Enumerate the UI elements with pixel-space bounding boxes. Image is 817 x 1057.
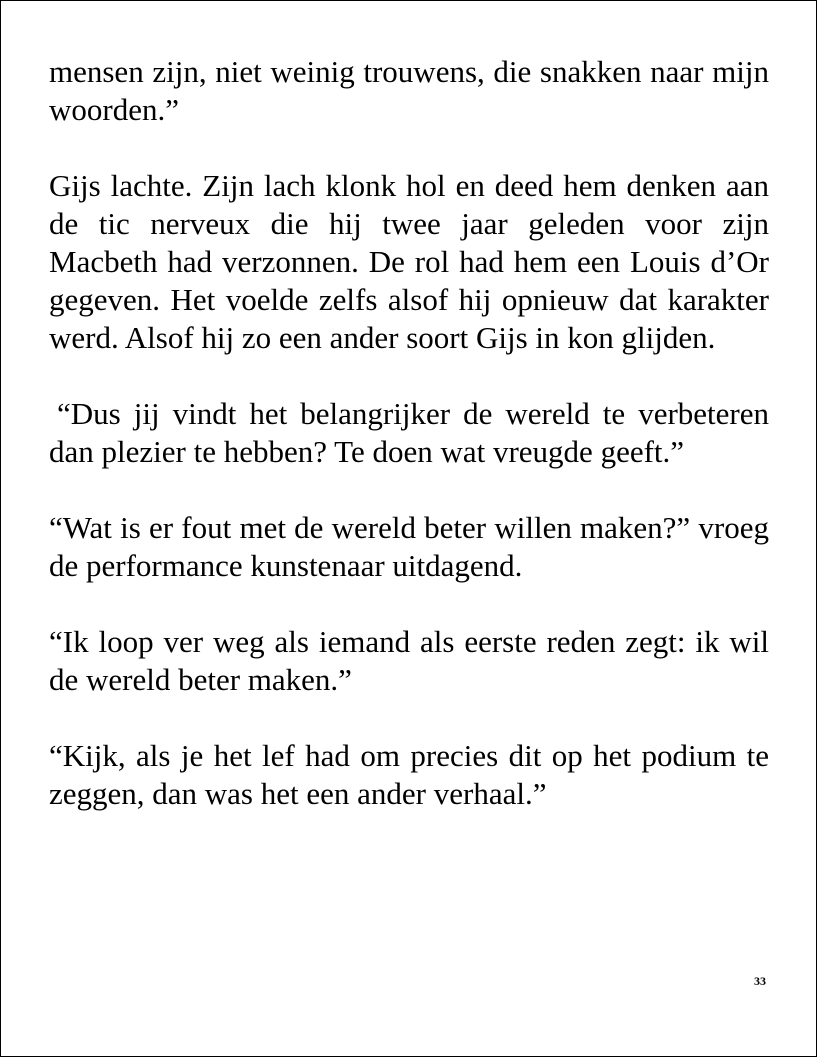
paragraph-5: “Ik loop ver weg als iemand als eerste reden zegt: ik wil de wereld beter maken.” — [49, 624, 769, 697]
paragraph-3: “Dus jij vindt het belangrijker de wereld te verbeteren dan plezier te hebben? Te doen wat vreugde geeft.” — [49, 396, 769, 469]
page-body-text — [49, 53, 769, 851]
page-number: 33 — [754, 974, 766, 988]
paragraph-2: Gijs lachte. Zijn lach klonk hol en deed hem denken aan de tic nerveux die hij twee jaar geleden voor zijn Macbeth had verzonnen. De rol had hem een Louis d’Or gegeven. Het voelde zelfs alsof hij opnieuw dat karakter werd. Alsof hij zo een ander soort Gijs in kon glijden. — [49, 168, 769, 355]
paragraph-4: “Wat is er fout met de wereld beter willen maken?” vroeg de performance kunstenaar uitdagend. — [49, 510, 769, 583]
paragraph-1: mensen zijn, niet weinig trouwens, die snakken naar mijn woorden.” — [49, 54, 769, 127]
paragraph-6: “Kijk, als je het lef had om precies dit op het podium te zeggen, dan was het een ander verhaal.” — [49, 738, 769, 811]
